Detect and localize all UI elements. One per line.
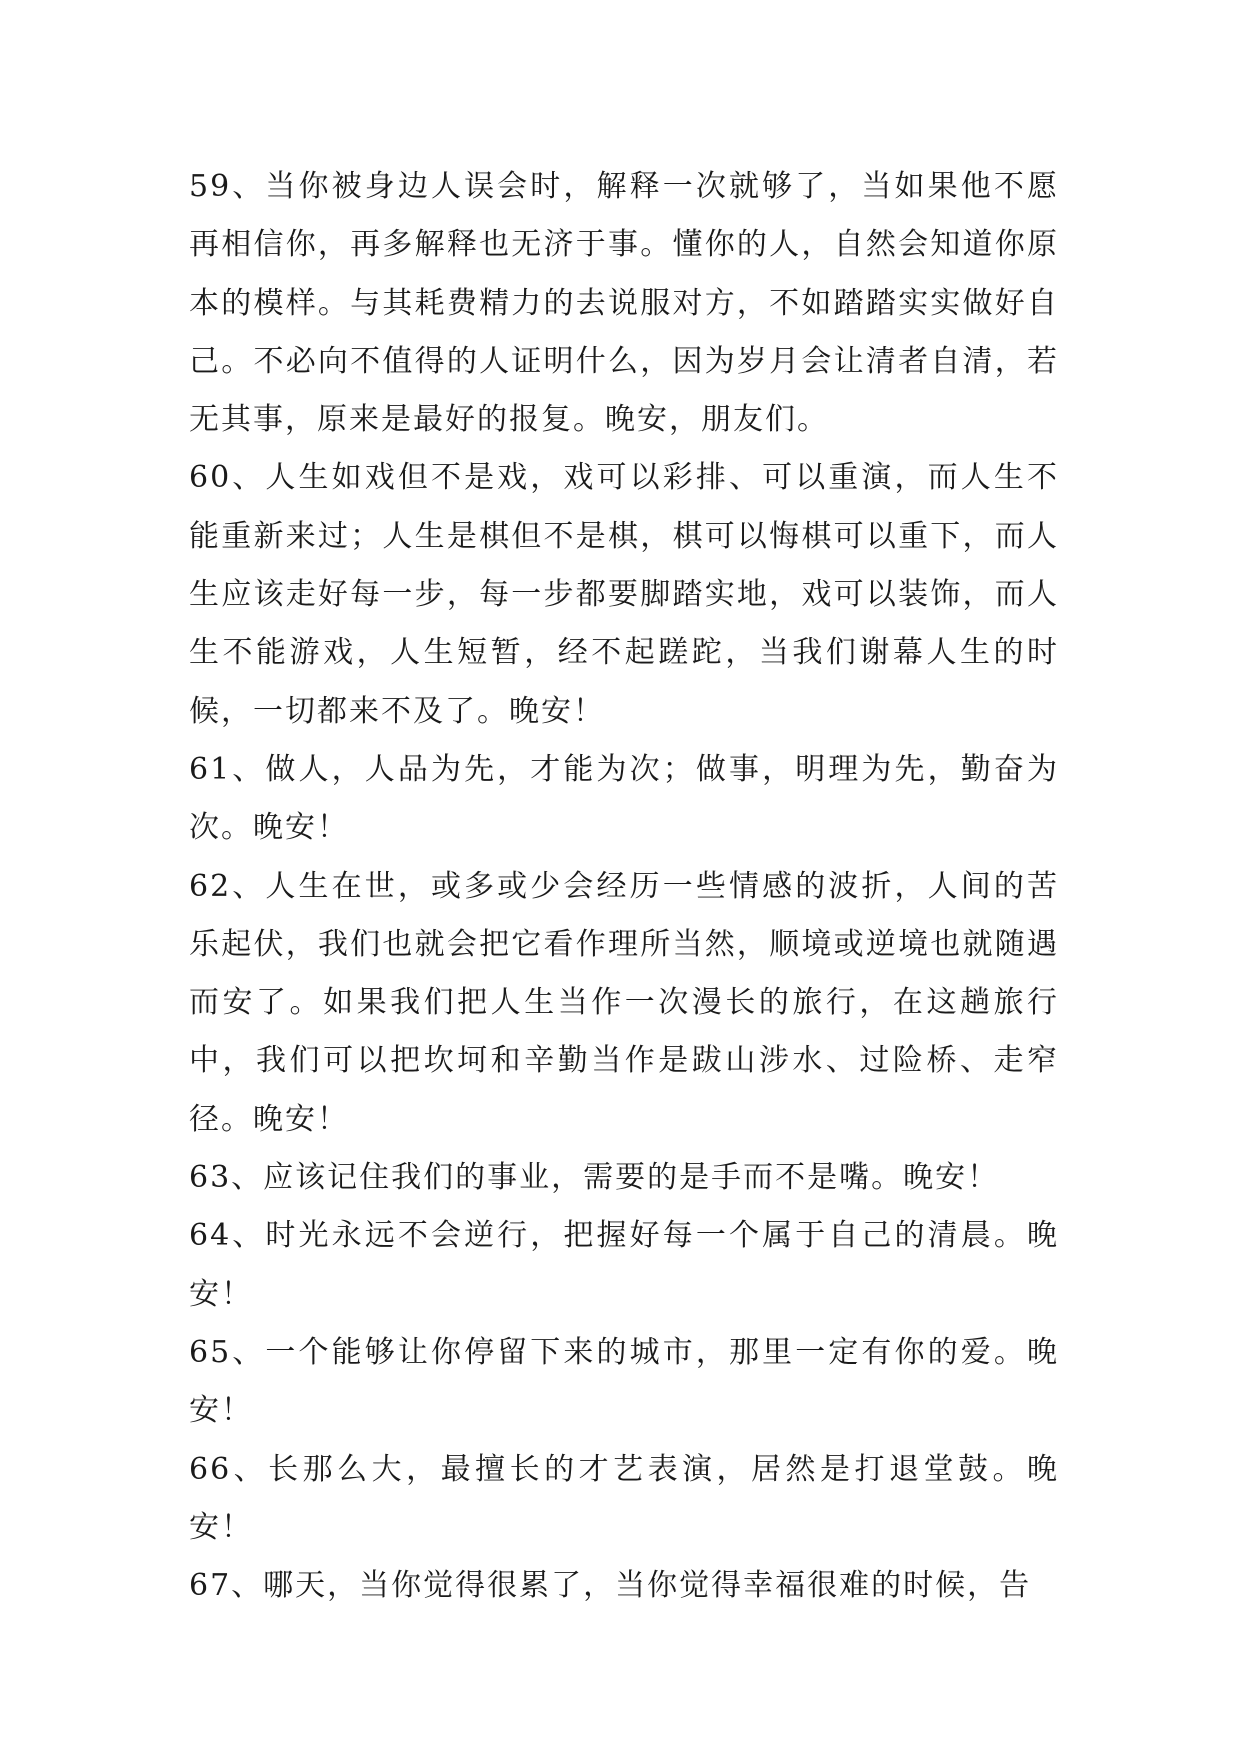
paragraph-59: 59、当你被身边人误会时，解释一次就够了，当如果他不愿再相信你，再多解释也无济于事。懂你的人，自然会知道你原本的模样。与其耗费精力的去说服对方，不如踏踏实实做好自己。不必向不值得的人证明什么，因为岁月会让清者自清，若无其事，原来是最好的报复。晚安，朋友们。 — [189, 169, 1059, 438]
paragraph-65: 65、一个能够让你停留下来的城市，那里一定有你的爱。晚安！ — [189, 1334, 1059, 1429]
paragraph-61: 61、做人，人品为先，才能为次；做事，明理为先，勤奋为次。晚安！ — [189, 751, 1059, 846]
paragraph-67: 67、哪天，当你觉得很累了，当你觉得幸福很难的时候，告 — [189, 1568, 1032, 1604]
paragraph-62: 62、人生在世，或多或少会经历一些情感的波折，人间的苦乐起伏，我们也就会把它看作理所当然，顺境或逆境也就随遇而安了。如果我们把人生当作一次漫长的旅行，在这趟旅行中，我们可以把坎坷和辛勤当作是跋山涉水、过险桥、走窄径。晚安！ — [189, 868, 1059, 1137]
document-body — [189, 158, 1059, 1615]
paragraph-66: 66、长那么大，最擅长的才艺表演，居然是打退堂鼓。晚安！ — [189, 1451, 1059, 1545]
paragraph-60: 60、人生如戏但不是戏，戏可以彩排、可以重演，而人生不能重新来过；人生是棋但不是棋，棋可以悔棋可以重下，而人生应该走好每一步，每一步都要脚踏实地，戏可以装饰，而人生不能游戏，人生短暂，经不起蹉跎，当我们谢幕人生的时候，一切都来不及了。晚安！ — [189, 460, 1059, 729]
paragraph-63: 63、应该记住我们的事业，需要的是手而不是嘴。晚安！ — [189, 1160, 1000, 1196]
paragraph-64: 64、时光永远不会逆行，把握好每一个属于自己的清晨。晚安！ — [189, 1218, 1059, 1312]
